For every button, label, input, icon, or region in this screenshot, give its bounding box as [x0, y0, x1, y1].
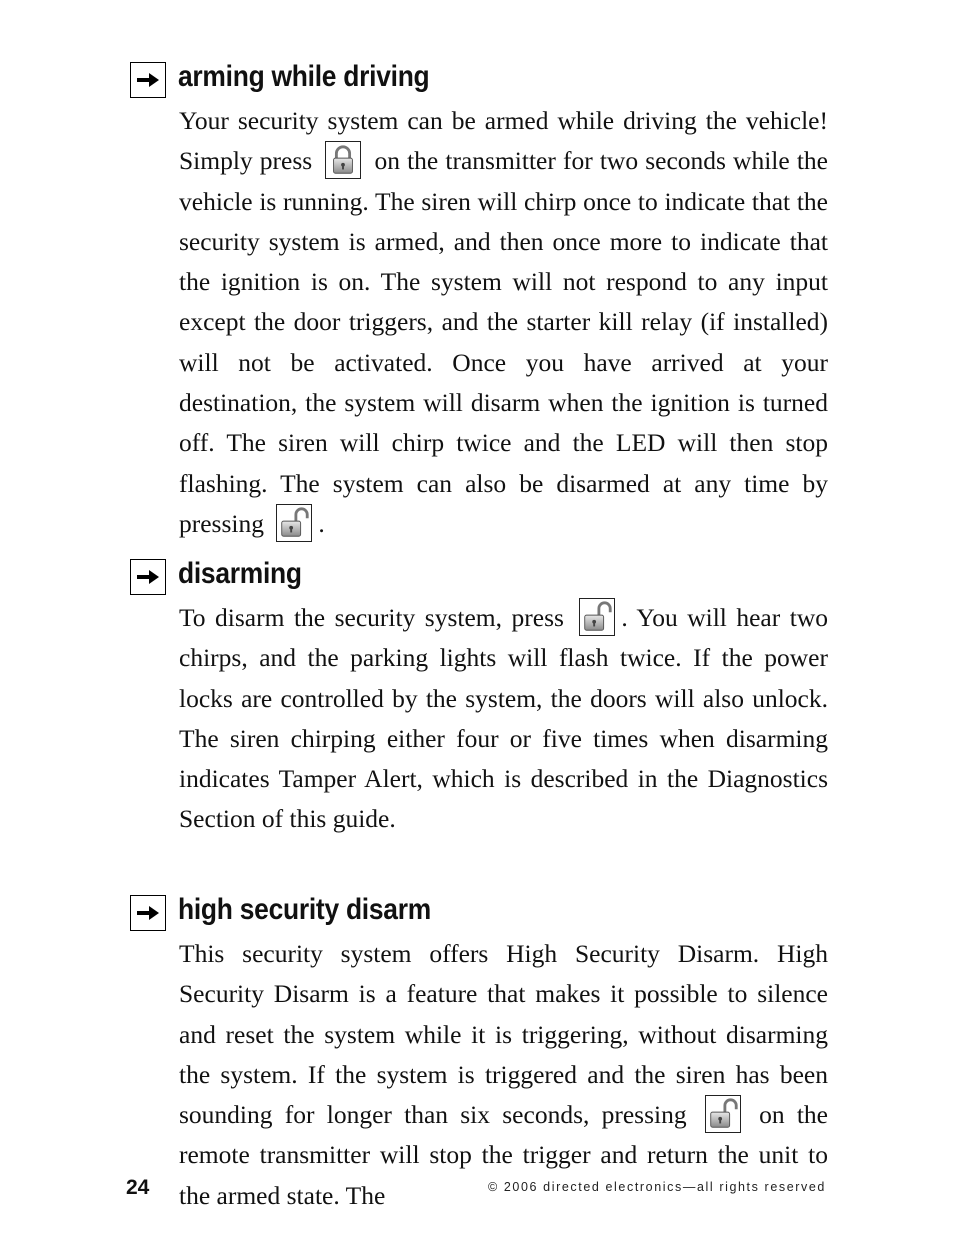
- arrow-icon: [130, 62, 166, 98]
- section-body-arming-while-driving: Your security system can be armed while driving the vehicle! Simply press on the transmitter for two seconds while the vehicle is running. The siren will chirp once to indicate that the security system is armed, and then once more to indicate that the ignition is on. The system will not respond to any input except the door triggers, and the starter kill relay (if installed) will not be activated. Once you have arrived at your destination, the system will disarm when the ignition is turned off. The siren will chirp twice and the LED will then stop flashing. The system can also be disarmed at any time by pressing .: [179, 101, 828, 544]
- page-number: 24: [126, 1176, 150, 1199]
- lock-open-icon: [276, 504, 312, 542]
- section-body-high-security-disarm: This security system offers High Security Disarm. High Security Disarm is a feature that makes it possible to silence and reset the system while it is triggering, without disarming the system. If the system is triggered and the siren has been sounding for longer than six seconds, pressing on the remote transmitter will stop the trigger and return the unit to the armed state. The: [179, 939, 828, 1210]
- arrow-icon: [130, 895, 166, 931]
- section-heading-disarming: disarming: [178, 557, 302, 590]
- copyright-footer: © 2006 directed electronics—all rights reserved: [487, 1180, 826, 1194]
- lock-open-icon: [579, 598, 615, 636]
- section-heading-arming-while-driving: arming while driving: [178, 60, 430, 93]
- section-body-disarming: To disarm the security system, press . You will hear two chirps, and the parking lights will flash twice. If the power locks are controlled by the system, the doors will also unlock. The siren chirping either four or five times when disarming indicates Tamper Alert, which is described in the Diagnostics Section of this guide.: [179, 598, 828, 840]
- section-heading-high-security-disarm: high security disarm: [178, 893, 431, 926]
- lock-closed-icon: [325, 141, 361, 179]
- arrow-icon: [130, 559, 166, 595]
- lock-open-icon: [705, 1095, 741, 1133]
